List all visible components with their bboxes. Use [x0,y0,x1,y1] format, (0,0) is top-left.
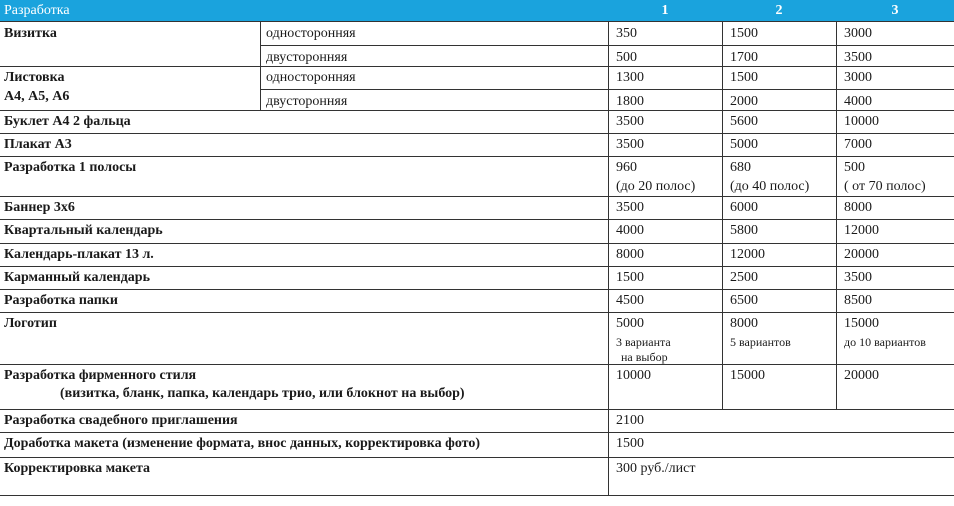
price-cell: 8000 [730,316,758,331]
price-cell: 1500 [730,70,758,85]
price-note: 3 варианта [616,335,671,349]
price-cell: 4000 [844,94,872,109]
variant-label: односторонняя [266,26,356,41]
row-label: Разработка фирменного стиля [4,368,197,383]
row-label: Квартальный календарь [4,223,163,238]
price-cell: 20000 [844,368,879,383]
row-label: Листовка [4,70,65,85]
price-cell: 3000 [844,26,872,41]
price-cell: 300 руб./лист [616,461,696,476]
row-divider [260,89,954,90]
row-divider [0,156,954,157]
price-cell: 1500 [616,270,644,285]
price-cell: 6500 [730,293,758,308]
price-cell: 1500 [730,26,758,41]
price-cell: 2500 [730,270,758,285]
row-label: Доработка макета (изменение формата, внос данных, корректировка фото) [4,436,480,451]
row-label: Плакат А3 [4,137,72,152]
price-cell: 7000 [844,137,872,152]
row-label: Разработка папки [4,293,118,308]
price-cell: 10000 [616,368,651,383]
price-cell: 500 [616,50,637,65]
row-divider [0,266,954,267]
row-divider [0,196,954,197]
row-label: Корректировка макета [4,461,151,476]
price-cell: 350 [616,26,637,41]
row-label: Разработка 1 полосы [4,160,137,175]
row-label: Буклет А4 2 фальца [4,114,131,129]
row-divider [0,66,954,67]
row-divider [0,219,954,220]
row-divider [0,243,954,244]
price-cell: 5600 [730,114,758,129]
price-cell: 1500 [616,436,644,451]
col-divider [260,21,261,110]
price-cell: 8500 [844,293,872,308]
price-cell: 2100 [616,413,644,428]
price-cell: 8000 [616,247,644,262]
price-cell: 1800 [616,94,644,109]
price-cell: 6000 [730,200,758,215]
col-divider [608,21,609,495]
price-cell: 4000 [616,223,644,238]
price-cell: 1300 [616,70,644,85]
row-divider [0,364,954,365]
price-note: до 10 вариантов [844,335,926,349]
row-label-line2: А4, А5, А6 [4,89,70,104]
row-label-line2: (визитка, бланк, папка, календарь трио, или блокнот на выбор) [60,386,465,401]
price-cell: 3500 [844,270,872,285]
header-col-1: 1 [661,3,669,18]
row-label: Календарь-плакат 13 л. [4,247,154,262]
row-divider [0,110,954,111]
price-cell: 680 [730,160,751,175]
row-divider [260,45,954,46]
row-label: Визитка [4,26,57,41]
price-cell: 3000 [844,70,872,85]
price-cell: 8000 [844,200,872,215]
price-cell: 5800 [730,223,758,238]
header-title: Разработка [4,3,70,18]
price-cell: 5000 [616,316,644,331]
row-label: Баннер 3х6 [4,200,75,215]
price-cell: 12000 [844,223,879,238]
price-cell: 10000 [844,114,879,129]
variant-label: двусторонняя [266,94,348,109]
price-cell: 5000 [730,137,758,152]
price-note: (до 20 полос) [616,179,696,194]
row-label: Разработка свадебного приглашения [4,413,238,428]
price-cell: 12000 [730,247,765,262]
price-cell: 20000 [844,247,879,262]
variant-label: односторонняя [266,70,356,85]
price-cell: 15000 [730,368,765,383]
row-label: Карманный календарь [4,270,150,285]
price-cell: 3500 [616,137,644,152]
variant-label: двусторонняя [266,50,348,65]
row-divider [0,432,954,433]
price-cell: 3500 [616,114,644,129]
row-label: Логотип [4,316,57,331]
price-note: ( от 70 полос) [844,179,926,194]
price-cell: 500 [844,160,865,175]
row-divider [0,409,954,410]
row-divider [0,133,954,134]
row-divider [0,457,954,458]
price-note: (до 40 полос) [730,179,810,194]
price-cell: 2000 [730,94,758,109]
price-cell: 3500 [616,200,644,215]
col-divider [836,21,837,409]
row-divider [0,312,954,313]
price-cell: 4500 [616,293,644,308]
price-note: 5 вариантов [730,335,791,349]
price-cell: 1700 [730,50,758,65]
row-divider [0,495,954,496]
header-col-3: 3 [891,3,899,18]
row-divider [0,21,954,22]
price-note-extra: на выбор [621,350,668,364]
header-col-2: 2 [775,3,783,18]
price-cell: 960 [616,160,637,175]
price-cell: 15000 [844,316,879,331]
row-divider [0,289,954,290]
col-divider [722,21,723,409]
price-cell: 3500 [844,50,872,65]
